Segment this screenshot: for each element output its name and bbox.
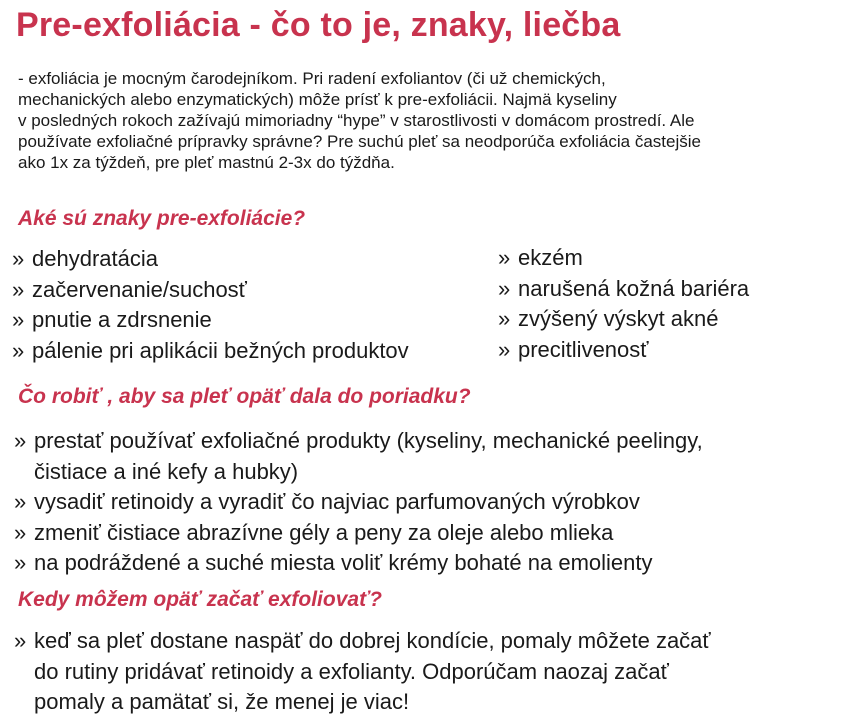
bullet-icon: » (12, 307, 25, 332)
bullet-icon: » (14, 628, 27, 653)
remedy-list (14, 426, 703, 579)
list-item: » zmeniť čistiace abrazívne gély a peny za oleje alebo mlieka (14, 518, 703, 549)
page-title: Pre-exfoliácia - čo to je, znaky, liečba (16, 6, 621, 44)
bullet-icon: » (12, 246, 25, 271)
list-item: » keď sa pleť dostane naspäť do dobrej kondície, pomaly môžete začať do rutiny pridávať retinoidy a exfolianty. Odporúčam naozaj začať pomaly a pamätať si, že menej je viac! (14, 628, 711, 714)
when-list (14, 626, 711, 718)
bullet-icon: » (14, 489, 27, 514)
bullet-icon: » (12, 276, 25, 302)
bullet-icon: » (498, 306, 511, 331)
intro-line: - exfoliácia je mocným čarodejníkom. Pri radení exfoliantov (či už chemických, (18, 69, 606, 88)
list-item: » na podráždené a suché miesta voliť krémy bohaté na emolienty (14, 548, 703, 579)
bullet-icon: » (498, 275, 511, 301)
list-item: » prestať používať exfoliačné produkty (kyseliny, mechanické peelingy, čistiace a iné kefy a hubky) (14, 428, 703, 484)
intro-line: ako 1x za týždeň, pre pleť mastnú 2-3x do týždňa. (18, 153, 395, 172)
list-item: » začervenanie/suchosť (12, 275, 409, 306)
list-item: » pálenie pri aplikácii bežných produktov (12, 336, 409, 367)
bullet-icon: » (12, 337, 25, 363)
section-heading-when: Kedy môžem opäť začať exfoliovať? (18, 588, 382, 611)
list-item: » zvýšený výskyt akné (498, 304, 749, 335)
bullet-icon: » (14, 519, 27, 545)
list-item: » narušená kožná bariéra (498, 274, 749, 305)
bullet-icon: » (498, 245, 511, 270)
bullet-icon: » (14, 428, 27, 453)
list-item: » pnutie a zdrsnenie (12, 305, 409, 336)
intro-paragraph (18, 68, 828, 173)
section-heading-remedy: Čo robiť , aby sa pleť opäť dala do poriadku? (18, 385, 471, 408)
signs-list-left (12, 244, 409, 366)
list-item: » dehydratácia (12, 244, 409, 275)
list-item: » vysadiť retinoidy a vyradiť čo najviac parfumovaných výrobkov (14, 487, 703, 518)
bullet-icon: » (498, 336, 511, 362)
intro-line: používate exfoliačné prípravky správne? Pre suchú pleť sa neodporúča exfoliácia častejšie (18, 132, 701, 151)
list-item: » precitlivenosť (498, 335, 749, 366)
bullet-icon: » (14, 550, 27, 575)
intro-line: mechanických alebo enzymatických) môže prísť k pre-exfoliácii. Najmä kyseliny (18, 90, 617, 109)
section-heading-signs: Aké sú znaky pre-exfoliácie? (18, 207, 306, 230)
list-item: » ekzém (498, 243, 749, 274)
intro-line: v posledných rokoch zažívajú mimoriadny “hype” v starostlivosti v domácom prostredí. Ale (18, 111, 695, 130)
signs-list-right (498, 243, 749, 365)
